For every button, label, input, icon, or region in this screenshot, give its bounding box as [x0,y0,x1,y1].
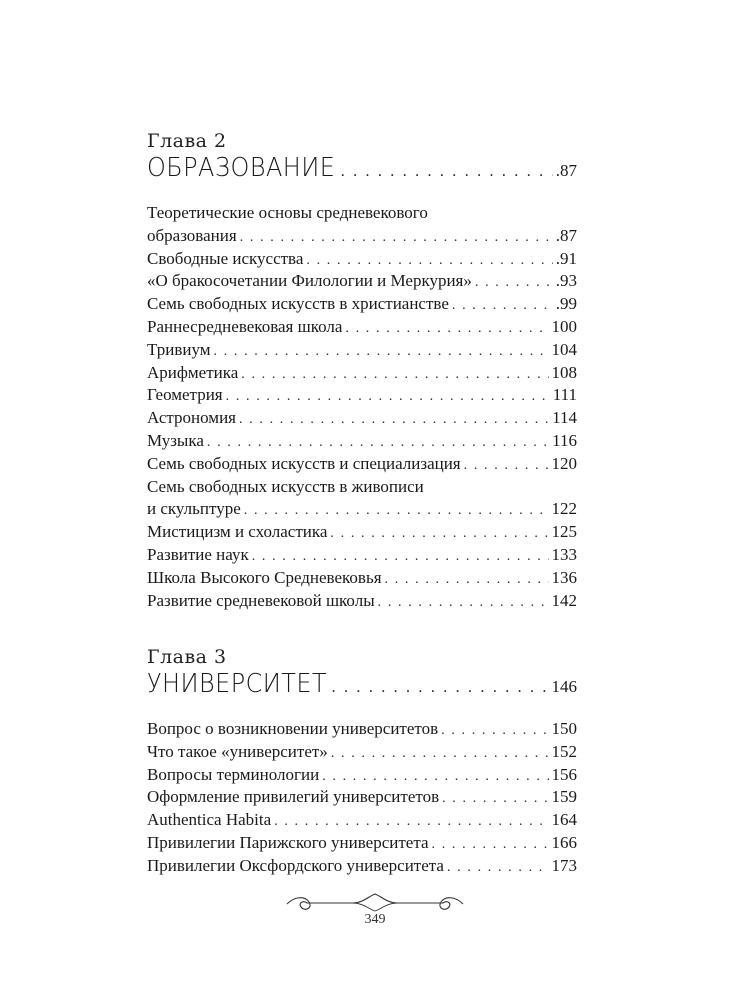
entry-title: Оформление привилегий университетов [147,787,440,807]
chapter-2 [147,130,577,612]
dot-leader [385,569,549,592]
entry-page-number: .99 [555,294,577,314]
toc-entry[interactable] [147,453,577,476]
entry-title: Вопросы терминологии [147,764,320,784]
entry-title: Развитие наук [147,544,249,564]
toc-entry[interactable] [147,225,577,248]
dot-leader [306,250,552,273]
entry-title: Астрономия [147,408,236,428]
toc-entry[interactable] [147,293,577,316]
toc-entry[interactable] [147,567,577,590]
toc-entry[interactable] [147,384,577,407]
entry-title: Вопрос о возникновении университетов [147,719,439,738]
entry-page-number: 142 [551,590,577,610]
toc-entry[interactable] [147,270,577,293]
toc-entry[interactable] [147,741,577,764]
dot-leader [274,811,548,834]
toc-entry[interactable] [147,764,577,787]
entry-title: Мистицизм и схоластика [147,522,328,542]
toc-entry[interactable] [147,498,577,521]
chapter-heading-row[interactable] [147,668,577,700]
entry-first-line: Семь свободных искусств в живописи [147,476,424,496]
dot-leader [207,432,549,455]
entry-title: Школа Высокого Средневековья [147,567,382,587]
entry-page-number: 104 [551,339,577,359]
entry-title: Семь свободных искусств и специализация [147,453,461,473]
entry-title: Музыка [147,430,204,450]
dot-leader [447,857,549,880]
entry-page-number: 156 [551,764,577,784]
entry-page-number: 152 [551,741,577,761]
dot-leader [214,341,549,364]
dot-leader [378,592,549,615]
entry-title: Привилегии Оксфордского университета [147,855,444,875]
dot-leader [464,455,549,478]
dot-leader [442,788,548,811]
entry-page-number: 166 [551,832,577,852]
entry-page-number: 120 [551,453,577,473]
toc-entry[interactable] [147,316,577,339]
toc-entry[interactable] [147,430,577,453]
entry-title: Раннесредневековая школа [147,316,343,336]
entry-page-number: 111 [552,385,577,405]
dot-leader [252,546,549,569]
dot-leader [341,156,553,188]
toc-entry[interactable] [147,855,577,878]
entry-title: Развитие средневековой школы [147,590,375,610]
dot-leader [244,500,549,523]
page-number: 349 [364,912,386,927]
entry-title: Тривиум [147,339,211,359]
chapter-entries [147,202,577,612]
chapter-title: УНИВЕРСИТЕТ [147,669,327,699]
entry-title: образования [147,225,237,245]
entry-title: Свободные искусства [147,248,304,268]
entry-page-number: 150 [551,719,577,738]
toc-entry[interactable] [147,339,577,362]
entry-page-number: 125 [551,522,577,542]
toc-entry[interactable] [147,521,577,544]
entry-title: Семь свободных искусств в христианстве [147,294,449,314]
dot-leader [475,272,553,295]
chapter-3 [147,646,577,878]
entry-page-number: 159 [551,787,577,807]
entry-title: Арифметика [147,362,239,382]
dot-leader [332,672,549,704]
chapter-page-number: .87 [555,161,577,180]
toc-entry[interactable] [147,248,577,271]
entry-page-number: 133 [551,544,577,564]
entry-page-number: 136 [551,567,577,587]
dot-leader [322,766,548,789]
dot-leader [241,364,548,387]
entry-title: Привилегии Парижского университета [147,832,429,852]
toc-entry[interactable] [147,718,577,741]
toc-entry[interactable] [147,362,577,385]
chapter-label: Глава 2 [147,130,227,152]
toc-entry[interactable] [147,809,577,832]
entry-page-number: 114 [552,408,577,428]
dot-leader [452,295,553,318]
dot-leader [345,318,548,341]
entry-page-number: 122 [551,499,577,519]
chapter-label: Глава 3 [147,646,227,668]
toc-entry[interactable] [147,590,577,613]
entry-page-number: 108 [551,362,577,382]
dot-leader [441,720,548,743]
entry-title: и скульптуре [147,499,241,519]
dot-leader [239,409,549,432]
toc-entry[interactable] [147,786,577,809]
chapter-heading-row[interactable] [147,152,577,184]
dot-leader [432,834,549,857]
entry-title: «О бракосочетании Филологии и Меркурия» [147,271,472,291]
chapter-page-number: 146 [551,677,577,696]
chapter-title: ОБРАЗОВАНИЕ [147,153,336,183]
entry-title: Authentica Habita [147,810,272,830]
entry-page-number: .93 [555,271,577,291]
entry-page-number: 173 [551,855,577,875]
entry-page-number: 116 [552,430,577,450]
entry-title: Геометрия [147,385,223,405]
dot-leader [226,386,550,409]
entry-page-number: 100 [551,316,577,336]
entry-page-number: .87 [555,225,577,245]
entry-first-line: Теоретические основы средневекового [147,203,428,222]
dot-leader [330,523,548,546]
entry-title: Что такое «университет» [147,741,328,761]
toc-entry[interactable] [147,544,577,567]
dot-leader [240,227,553,250]
entry-page-number: 164 [551,810,577,830]
toc-entry[interactable] [147,832,577,855]
toc-entry[interactable] [147,407,577,430]
entry-page-number: .91 [555,248,577,268]
dot-leader [331,743,549,766]
chapter-entries [147,718,577,878]
